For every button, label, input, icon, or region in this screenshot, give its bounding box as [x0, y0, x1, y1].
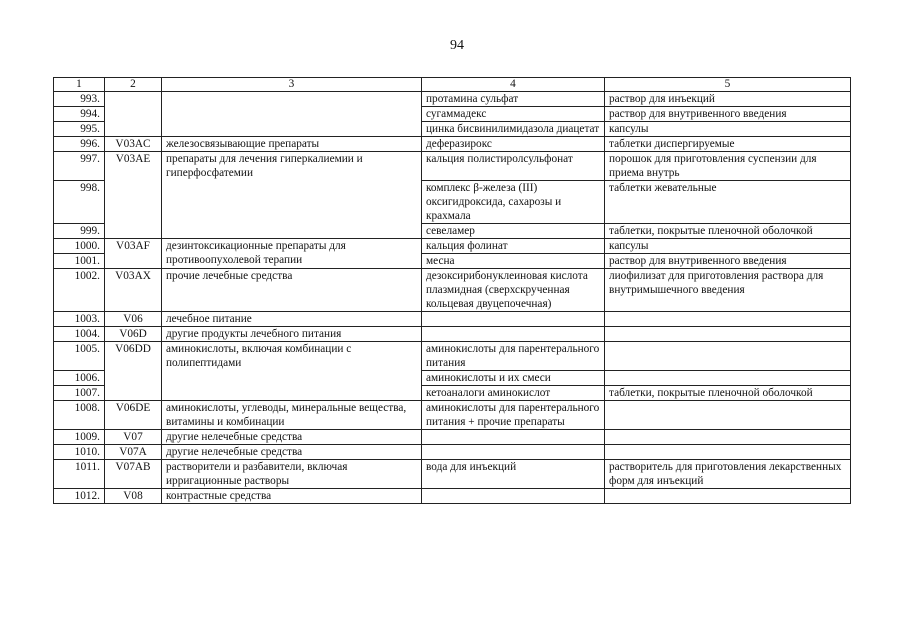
substance-cell: комплекс β-железа (III) оксигидроксида, сахарозы и крахмала [422, 181, 605, 224]
column-header: 5 [605, 78, 851, 92]
substance-cell: деферазирокс [422, 137, 605, 152]
atc-code-cell: V07A [105, 445, 162, 460]
substance-cell: аминокислоты для парентерального питания + прочие препараты [422, 401, 605, 430]
table-row [54, 327, 851, 342]
table-row [54, 239, 851, 254]
substance-cell [422, 327, 605, 342]
column-header: 3 [162, 78, 422, 92]
table-row [54, 460, 851, 489]
atc-code-cell: V06D [105, 327, 162, 342]
row-number: 994. [54, 107, 105, 122]
substance-cell: кальция фолинат [422, 239, 605, 254]
atc-code-cell: V06DD [105, 342, 162, 401]
form-cell: лиофилизат для приготовления раствора для внутримышечного введения [605, 269, 851, 312]
atc-code-cell: V08 [105, 489, 162, 504]
table-row [54, 92, 851, 107]
substance-cell: кальция полистиролсульфонат [422, 152, 605, 181]
group-cell: растворители и разбавители, включая ирригационные растворы [162, 460, 422, 489]
substance-cell: аминокислоты для парентерального питания [422, 342, 605, 371]
table-row [54, 342, 851, 371]
row-number: 995. [54, 122, 105, 137]
form-cell [605, 312, 851, 327]
row-number: 1002. [54, 269, 105, 312]
form-cell [605, 342, 851, 371]
atc-code-cell: V03AC [105, 137, 162, 152]
row-number: 1000. [54, 239, 105, 254]
form-cell [605, 445, 851, 460]
group-cell: прочие лечебные средства [162, 269, 422, 312]
row-number: 1008. [54, 401, 105, 430]
group-cell: другие нелечебные средства [162, 430, 422, 445]
form-cell: раствор для внутривенного введения [605, 254, 851, 269]
table-row [54, 489, 851, 504]
row-number: 1007. [54, 386, 105, 401]
substance-cell: цинка бисвинилимидазола диацетат [422, 122, 605, 137]
table-row [54, 152, 851, 181]
atc-code-cell: V03AX [105, 269, 162, 312]
table-row [54, 430, 851, 445]
substance-cell: дезоксирибонуклеиновая кислота плазмидная (сверхскрученная кольцевая двуцепочечная) [422, 269, 605, 312]
atc-code-cell: V07AB [105, 460, 162, 489]
substance-cell [422, 312, 605, 327]
group-cell: дезинтоксикационные препараты для противоопухолевой терапии [162, 239, 422, 269]
form-cell: таблетки жевательные [605, 181, 851, 224]
form-cell [605, 489, 851, 504]
form-cell [605, 327, 851, 342]
form-cell [605, 371, 851, 386]
row-number: 1001. [54, 254, 105, 269]
row-number: 1003. [54, 312, 105, 327]
form-cell: растворитель для приготовления лекарственных форм для инъекций [605, 460, 851, 489]
row-number: 1009. [54, 430, 105, 445]
row-number: 1012. [54, 489, 105, 504]
substance-cell: сугаммадекс [422, 107, 605, 122]
table-row [54, 445, 851, 460]
group-cell: аминокислоты, углеводы, минеральные вещества, витамины и комбинации [162, 401, 422, 430]
atc-code-cell: V06 [105, 312, 162, 327]
row-number: 1005. [54, 342, 105, 371]
atc-code-cell: V03AE [105, 152, 162, 239]
substance-cell: кетоаналоги аминокислот [422, 386, 605, 401]
form-cell: порошок для приготовления суспензии для приема внутрь [605, 152, 851, 181]
table-row [54, 401, 851, 430]
group-cell: препараты для лечения гиперкалиемии и гиперфосфатемии [162, 152, 422, 239]
atc-code-cell: V06DE [105, 401, 162, 430]
row-number: 1006. [54, 371, 105, 386]
row-number: 1011. [54, 460, 105, 489]
group-cell: контрастные средства [162, 489, 422, 504]
row-number: 997. [54, 152, 105, 181]
table-row [54, 269, 851, 312]
column-header: 4 [422, 78, 605, 92]
substance-cell: вода для инъекций [422, 460, 605, 489]
column-header: 1 [54, 78, 105, 92]
form-cell [605, 401, 851, 430]
page-number: 94 [450, 38, 464, 53]
substance-cell: протамина сульфат [422, 92, 605, 107]
row-number: 1004. [54, 327, 105, 342]
table-row [54, 312, 851, 327]
group-cell: лечебное питание [162, 312, 422, 327]
substance-cell [422, 445, 605, 460]
form-cell: капсулы [605, 239, 851, 254]
header-row [54, 78, 851, 92]
form-cell: капсулы [605, 122, 851, 137]
atc-code-cell [105, 92, 162, 137]
form-cell: таблетки, покрытые пленочной оболочкой [605, 386, 851, 401]
group-cell: другие нелечебные средства [162, 445, 422, 460]
row-number: 993. [54, 92, 105, 107]
substance-cell: месна [422, 254, 605, 269]
column-header: 2 [105, 78, 162, 92]
form-cell: таблетки, покрытые пленочной оболочкой [605, 224, 851, 239]
group-cell: железосвязывающие препараты [162, 137, 422, 152]
substance-cell [422, 430, 605, 445]
atc-code-cell: V07 [105, 430, 162, 445]
group-cell [162, 92, 422, 137]
form-cell: раствор для инъекций [605, 92, 851, 107]
form-cell [605, 430, 851, 445]
group-cell: аминокислоты, включая комбинации с полипептидами [162, 342, 422, 401]
table-row [54, 137, 851, 152]
atc-code-cell: V03AF [105, 239, 162, 269]
row-number: 996. [54, 137, 105, 152]
form-cell: раствор для внутривенного введения [605, 107, 851, 122]
row-number: 1010. [54, 445, 105, 460]
row-number: 998. [54, 181, 105, 224]
group-cell: другие продукты лечебного питания [162, 327, 422, 342]
medicines-table [53, 77, 851, 504]
substance-cell: аминокислоты и их смеси [422, 371, 605, 386]
form-cell: таблетки диспергируемые [605, 137, 851, 152]
substance-cell: севеламер [422, 224, 605, 239]
substance-cell [422, 489, 605, 504]
row-number: 999. [54, 224, 105, 239]
